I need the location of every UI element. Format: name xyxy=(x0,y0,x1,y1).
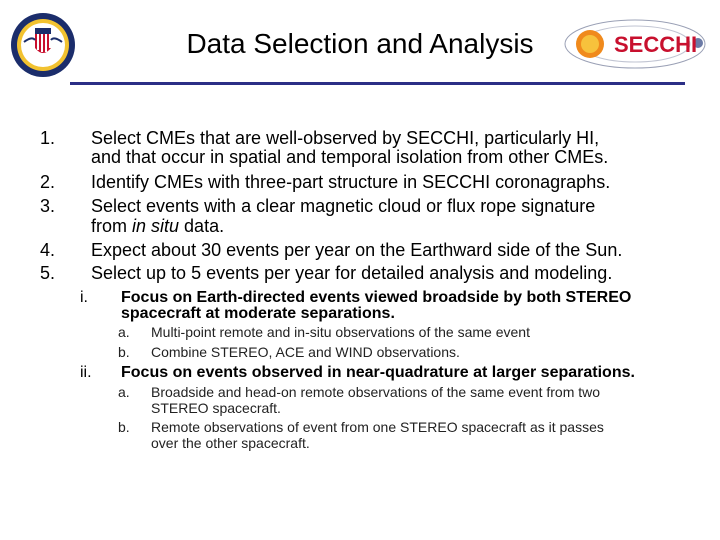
alpha-number: b. xyxy=(118,344,130,360)
item-text-line xyxy=(91,216,691,237)
roman-text-line: spacecraft at moderate separations. xyxy=(121,305,395,322)
alpha-text-line: Broadside and head-on remote observations of the same event from two xyxy=(151,384,601,400)
text-segment: from xyxy=(91,216,133,236)
alpha-text-line: over the other spacecraft. xyxy=(151,435,310,451)
text-segment: data. xyxy=(179,216,225,236)
item-text-line: Select events with a clear magnetic cloud or flux rope signature xyxy=(91,196,596,216)
item-number: 3. xyxy=(40,196,56,216)
item-number: 1. xyxy=(40,128,56,148)
page-title: Data Selection and Analysis xyxy=(186,28,534,59)
roman-number: ii. xyxy=(80,364,92,381)
roman-number: i. xyxy=(80,289,88,306)
item-number: 4. xyxy=(40,240,56,260)
item-number: 2. xyxy=(40,172,56,192)
emphasis-text: in situ xyxy=(132,216,180,236)
alpha-number: a. xyxy=(118,324,130,340)
item-number: 5. xyxy=(40,263,56,283)
item-text-line: Identify CMEs with three-part structure in SECCHI coronagraphs. xyxy=(91,172,611,192)
item-text-line: and that occur in spatial and temporal isolation from other CMEs. xyxy=(91,147,609,167)
item-text-line: Expect about 30 events per year on the Earthward side of the Sun. xyxy=(91,240,623,260)
item-text-line: Select up to 5 events per year for detailed analysis and modeling. xyxy=(91,263,613,283)
alpha-number: b. xyxy=(118,419,130,435)
alpha-text-line: Combine STEREO, ACE and WIND observations. xyxy=(151,344,460,360)
alpha-text-line: STEREO spacecraft. xyxy=(151,400,281,416)
item-text-line: Select CMEs that are well-observed by SECCHI, particularly HI, xyxy=(91,128,600,148)
alpha-text-line: Remote observations of event from one STEREO spacecraft as it passes xyxy=(151,419,604,435)
roman-text-line: Focus on Earth-directed events viewed broadside by both STEREO xyxy=(121,289,632,306)
secchi-logo-text: SECCHI xyxy=(614,32,698,57)
alpha-number: a. xyxy=(118,384,130,400)
roman-text-line: Focus on events observed in near-quadrature at larger separations. xyxy=(121,364,635,381)
alpha-text-line: Multi-point remote and in-situ observations of the same event xyxy=(151,324,530,340)
title-divider xyxy=(70,82,685,85)
